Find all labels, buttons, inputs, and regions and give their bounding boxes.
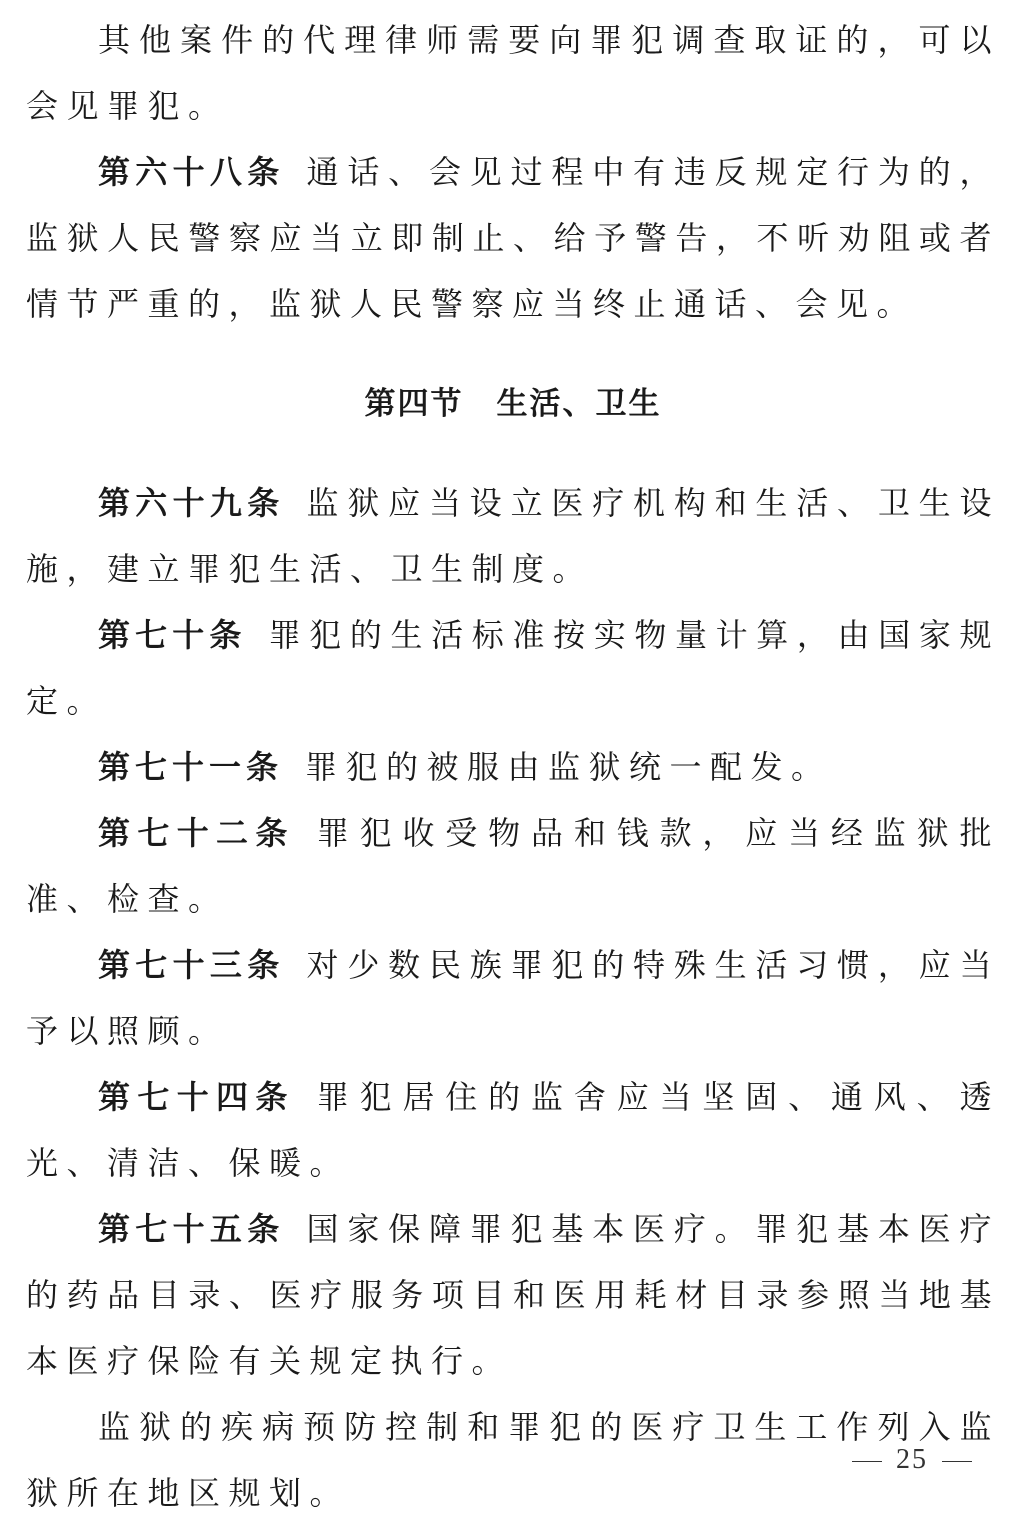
article-69 <box>26 470 1000 602</box>
page-footer <box>838 1444 986 1476</box>
article-heading: 第七十五条 <box>98 1210 285 1248</box>
article-text: 监狱应当设立医疗机构和生活、卫生设施，建立罪犯生活、卫生制度。 <box>26 484 1000 588</box>
article-heading: 第七十三条 <box>98 946 285 984</box>
article-71 <box>26 734 1000 800</box>
article-72 <box>26 800 1000 932</box>
paragraph-text: 其他案件的代理律师需要向罪犯调查取证的，可以会见罪犯。 <box>26 21 1000 125</box>
paragraph-text: 监狱的疾病预防控制和罪犯的医疗卫生工作列入监狱所在地区规划。 <box>26 1408 1000 1512</box>
article-74 <box>26 1064 1000 1196</box>
article-68 <box>26 139 1000 337</box>
article-70 <box>26 602 1000 734</box>
article-text: 罪犯居住的监舍应当坚固、通风、透光、清洁、保暖。 <box>26 1078 1000 1182</box>
footer-dash <box>852 1461 882 1463</box>
article-text: 国家保障罪犯基本医疗。罪犯基本医疗的药品目录、医疗服务项目和医用耗材目录参照当地基本医疗保险有关规定执行。 <box>26 1210 1000 1380</box>
article-heading: 第七十四条 <box>98 1078 295 1116</box>
article-heading: 第六十九条 <box>98 484 285 522</box>
article-text: 罪犯收受物品和钱款，应当经监狱批准、检查。 <box>26 814 1000 918</box>
article-text: 通话、会见过程中有违反规定行为的，监狱人民警察应当立即制止、给予警告，不听劝阻或者情节严重的，监狱人民警察应当终止通话、会见。 <box>26 153 1000 323</box>
document-page <box>26 0 1000 1513</box>
page-number: 25 <box>896 1444 928 1475</box>
article-text: 罪犯的生活标准按实物量计算，由国家规定。 <box>26 616 1000 720</box>
article-text: 罪犯的被服由监狱统一配发。 <box>305 748 832 786</box>
paragraph <box>26 7 1000 139</box>
footer-dash <box>942 1461 972 1463</box>
article-73 <box>26 932 1000 1064</box>
article-heading: 第七十条 <box>98 616 247 654</box>
article-heading: 第六十八条 <box>98 153 285 191</box>
article-75 <box>26 1196 1000 1394</box>
article-text: 对少数民族罪犯的特殊生活习惯，应当予以照顾。 <box>26 946 1000 1050</box>
article-heading: 第七十二条 <box>98 814 295 852</box>
article-heading: 第七十一条 <box>98 748 284 786</box>
section-title: 第四节 生活、卫生 <box>364 386 662 422</box>
